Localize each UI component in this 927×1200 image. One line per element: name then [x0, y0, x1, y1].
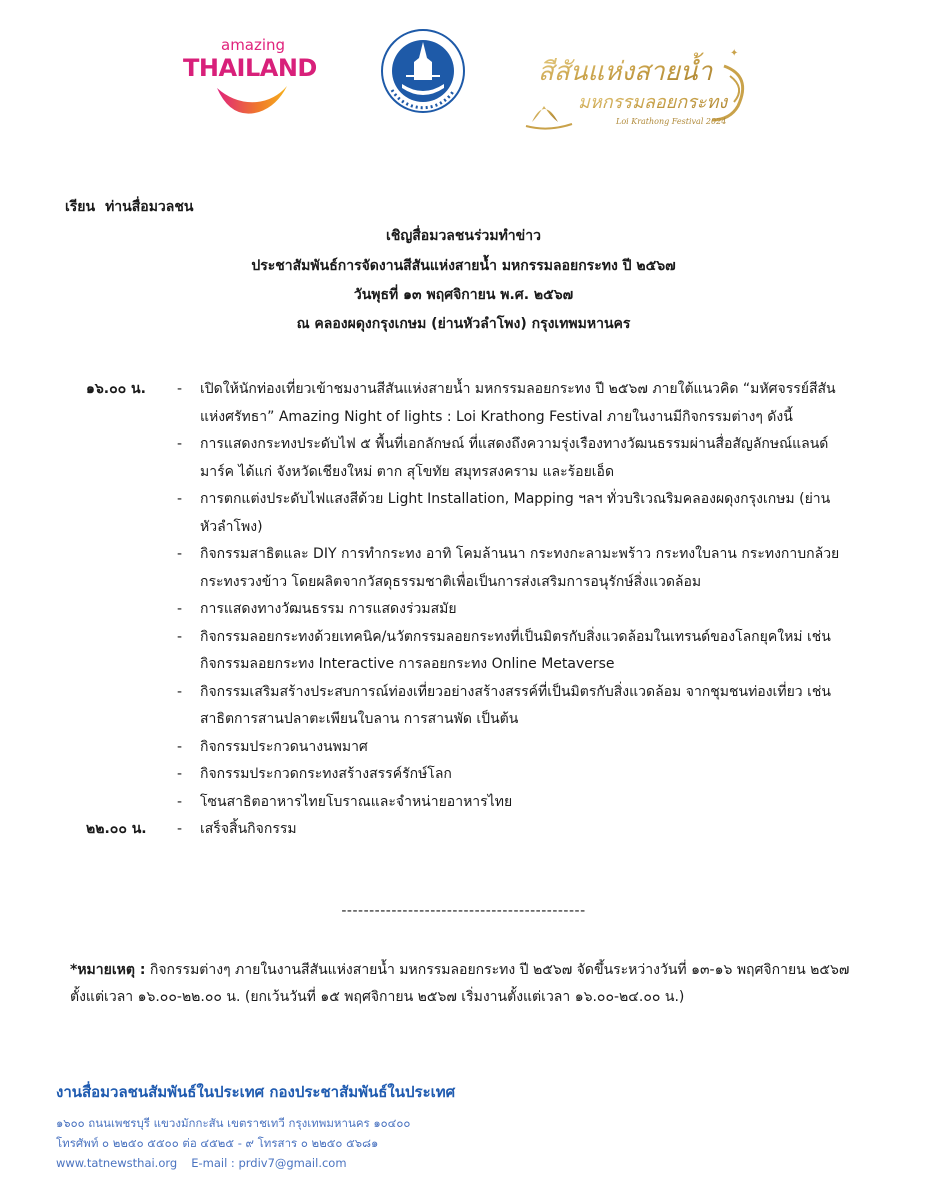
amazing-logo-big-text: THAILAND: [183, 54, 317, 82]
schedule-text: โซนสาธิตอาหารไทยโบราณและจำหน่ายอาหารไทย: [200, 793, 513, 810]
schedule-text: การแสดงทางวัฒนธรรม การแสดงร่วมสมัย: [200, 601, 457, 617]
schedule-item: [0, 789, 927, 817]
section-divider: --------------------------------------------: [341, 903, 586, 919]
letter-greeting: [65, 196, 193, 218]
footer-email-link[interactable]: E-mail : prdiv7@gmail.com: [191, 1156, 347, 1170]
bullet-dash: -: [177, 628, 183, 645]
bullet-dash: -: [177, 821, 183, 837]
amazing-logo-small-text: amazing: [221, 36, 286, 54]
logo-bar: [0, 28, 927, 138]
bullet-dash: -: [177, 491, 183, 507]
footer-phone: โทรศัพท์ ๐ ๒๒๕๐ ๕๕๐๐ ต่อ ๔๕๒๕ - ๙ โทรสาร ๐ ๒๒๕๐ ๕๖๘๑: [56, 1136, 379, 1150]
schedule-item: [0, 486, 927, 541]
sparkle-icon: ✦: [730, 48, 739, 59]
schedule-time: ๒๒.๐๐ น.: [86, 821, 147, 837]
schedule-text: กิจกรรมสาธิตและ DIY การทำกระทง อาทิ โคมล้านนา กระทงกะลามะพร้าว กระทงใบลาน กระทงกาบกล้วย กระทงรวงข้าว โดยผลิตจากวัสดุธรรมชาติเพื่อเป็นการส่งเสริมการอนุรักษ์สิ่งแวดล้อม: [200, 546, 840, 590]
festival-logo-art: [524, 36, 764, 140]
bullet-dash: -: [177, 683, 183, 700]
schedule-text: การตกแต่งประดับไฟแสงสีด้วย Light Installation, Mapping ฯลฯ ทั่วบริเวณริมคลองผดุงกรุงเกษม (ย่านหัวลำโพง): [200, 491, 831, 535]
amazing-thailand-logo: [183, 36, 323, 126]
invitation-heading: เชิญสื่อมวลชนร่วมทำข่าว: [386, 228, 541, 244]
bullet-dash: -: [177, 738, 183, 755]
schedule-text: การแสดงกระทงประดับไฟ ๕ พื้นที่เอกลักษณ์ ที่แสดงถึงความรุ่งเรืองทางวัฒนธรรมผ่านสื่อสัญลักษณ์แลนด์มาร์ค ได้แก่ จังหวัดเชียงใหม่ ตาก สุโขทัย สมุทรสงคราม และร้อยเอ็ด: [200, 436, 829, 480]
schedule-item: [0, 596, 927, 624]
festival-logo-title: สีสันแห่งสายน้ำ: [538, 57, 713, 87]
festival-logo-subtitle: มหกรรมลอยกระทง: [578, 92, 728, 113]
event-title-heading: ประชาสัมพันธ์การจัดงานสีสันแห่งสายน้ำ มหกรรมลอยกระทง ปี ๒๕๖๗: [251, 258, 676, 274]
bullet-dash: -: [177, 436, 183, 452]
event-date-heading: วันพุธที่ ๑๓ พฤศจิกายน พ.ศ. ๒๕๖๗: [353, 287, 574, 303]
footer-organization: งานสื่อมวลชนสัมพันธ์ในประเทศ กองประชาสัมพันธ์ในประเทศ: [56, 1083, 456, 1101]
schedule-item: [0, 761, 927, 789]
remark-text: กิจกรรมต่างๆ ภายในงานสีสันแห่งสายน้ำ มหกรรมลอยกระทง ปี ๒๕๖๗ จัดขึ้นระหว่างวันที่ ๑๓-๑๖ พฤศจิกายน ๒๕๖๗ ตั้งแต่เวลา ๑๖.๐๐-๒๒.๐๐ น. (ยกเว้นวันที่ ๑๕ พฤศจิกายน ๒๕๖๗ เริ่มงานตั้งแต่เวลา ๑๖.๐๐-๒๔.๐๐ น.): [70, 962, 850, 1005]
tat-emblem-icon: [380, 28, 466, 114]
footer-address: ๑๖๐๐ ถนนเพชรบุรี แขวงมักกะสัน เขตราชเทวี กรุงเทพมหานคร ๑๐๔๐๐: [56, 1116, 411, 1130]
schedule-text: กิจกรรมลอยกระทงด้วยเทคนิค/นวัตกรรมลอยกระทงที่เป็นมิตรกับสิ่งแวดล้อมในเทรนด์ของโลกยุคใหม่ เช่น กิจกรรมลอยกระทง Interactive การลอยกระทง Online Metaverse: [200, 628, 831, 672]
tat-logo: [380, 28, 466, 114]
footer-website-link[interactable]: www.tatnewsthai.org: [56, 1156, 178, 1170]
loi-krathong-festival-logo: [524, 36, 764, 140]
schedule-item: [0, 679, 927, 734]
bullet-dash: -: [177, 601, 183, 617]
bullet-dash: -: [177, 793, 183, 810]
remark-label: *หมายเหตุ :: [70, 962, 146, 978]
schedule-text: เปิดให้นักท่องเที่ยวเข้าชมงานสีสันแห่งสายน้ำ มหกรรมลอยกระทง ปี ๒๕๖๗ ภายใต้แนวคิด “มหัศจรรย์สีสันแห่งศรัทธา” Amazing Night of lights : Loi Krathong Festival ภายในงานมีกิจกรรมต่างๆ ดังนี้: [200, 381, 836, 425]
event-venue-heading: ณ คลองผดุงกรุงเกษม (ย่านหัวลำโพง) กรุงเทพมหานคร: [296, 316, 631, 332]
schedule-item: [0, 376, 927, 431]
greeting-label: เรียน: [65, 199, 96, 215]
schedule-item: [0, 431, 927, 486]
schedule-item: [0, 816, 927, 844]
greeting-recipient: ท่านสื่อมวลชน: [105, 199, 194, 215]
schedule-item: [0, 734, 927, 762]
bullet-dash: -: [177, 766, 183, 782]
schedule-text: กิจกรรมประกวดนางนพมาศ: [200, 738, 368, 755]
schedule-time: ๑๖.๐๐ น.: [86, 381, 146, 397]
schedule-item: [0, 541, 927, 596]
footer-contact: [56, 1156, 347, 1170]
bullet-dash: -: [177, 546, 183, 562]
schedule-text: กิจกรรมประกวดกระทงสร้างสรรค์รักษ์โลก: [200, 766, 452, 782]
schedule-text: เสร็จสิ้นกิจกรรม: [200, 821, 297, 837]
remark-note: [70, 957, 870, 1011]
schedule-text: กิจกรรมเสริมสร้างประสบการณ์ท่องเที่ยวอย่างสร้างสรรค์ที่เป็นมิตรกับสิ่งแวดล้อม จากชุมชนท่องเที่ยว เช่น สาธิตการสานปลาตะเพียนใบลาน การสานพัด เป็นต้น: [200, 683, 831, 727]
schedule-list: [0, 376, 927, 844]
smile-swoosh-icon: [213, 82, 293, 122]
festival-logo-english: Loi Krathong Festival 2024: [616, 117, 727, 126]
schedule-item: [0, 624, 927, 679]
bullet-dash: -: [177, 381, 183, 397]
